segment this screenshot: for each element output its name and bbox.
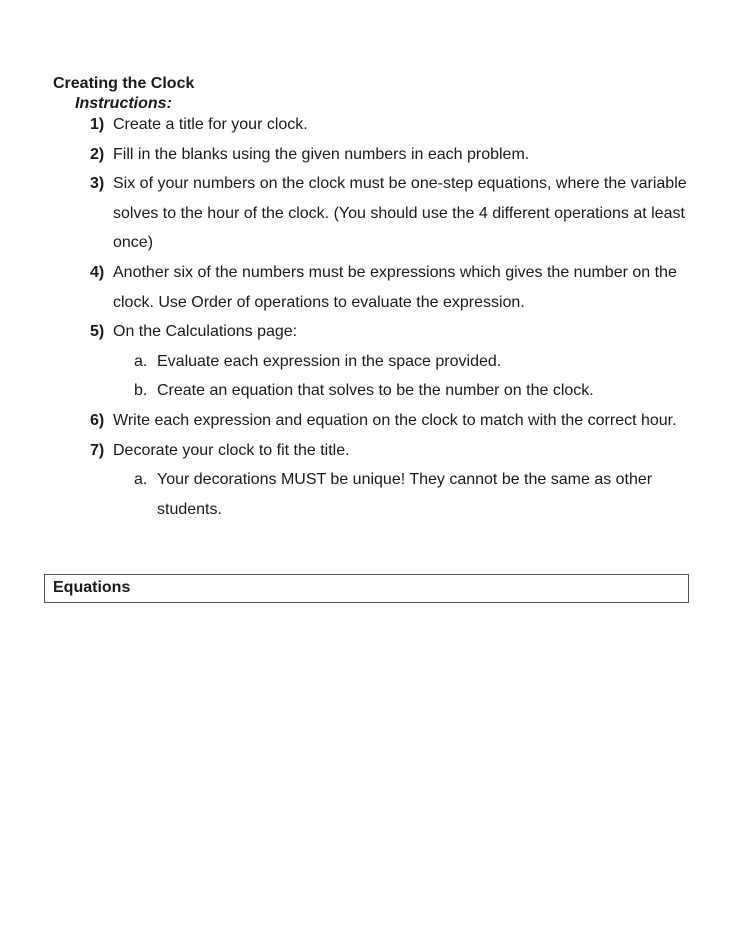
list-item bbox=[0, 436, 739, 466]
step-number: 1) bbox=[90, 116, 105, 133]
step-text: Fill in the blanks using the given numbers in each problem. bbox=[113, 145, 530, 163]
step-text: Write each expression and equation on the clock to match with the correct hour. bbox=[113, 411, 677, 429]
step-number: 2) bbox=[90, 145, 105, 163]
step-number: 7) bbox=[90, 441, 105, 459]
step-number: 4) bbox=[90, 263, 105, 281]
step-text: Decorate your clock to fit the title. bbox=[113, 441, 350, 459]
sub-list-item bbox=[0, 376, 739, 406]
page-title: Creating the Clock bbox=[53, 75, 195, 92]
step-text: On the Calculations page: bbox=[113, 323, 298, 341]
step-text: Create a title for your clock. bbox=[113, 116, 308, 133]
instructions-heading: Instructions: bbox=[75, 95, 172, 112]
sub-step-letter: a. bbox=[134, 471, 148, 489]
sub-step-text: Evaluate each expression in the space provided. bbox=[157, 352, 502, 370]
equations-label: Equations bbox=[53, 579, 131, 596]
step-number: 6) bbox=[90, 411, 105, 429]
step-number: 5) bbox=[90, 323, 105, 341]
sub-step-text: Create an equation that solves to be the number on the clock. bbox=[157, 382, 594, 400]
sub-step-text: Your decorations MUST be unique! They cannot be the same as other students. bbox=[157, 471, 653, 518]
sub-step-letter: b. bbox=[134, 382, 148, 400]
step-number: 3) bbox=[90, 175, 105, 193]
equations-box bbox=[44, 574, 689, 603]
step-text: Another six of the numbers must be expressions which gives the number on the clock. Use Order of operations to evaluate the expression. bbox=[113, 263, 677, 311]
list-item bbox=[0, 406, 739, 436]
sub-list-item bbox=[0, 347, 739, 377]
sub-list-item bbox=[0, 465, 739, 524]
sub-step-letter: a. bbox=[134, 352, 148, 370]
list-item bbox=[0, 110, 739, 140]
list-item bbox=[0, 140, 739, 170]
list-item bbox=[0, 169, 739, 258]
list-item bbox=[0, 317, 739, 347]
list-item bbox=[0, 258, 739, 317]
step-text: Six of your numbers on the clock must be one-step equations, where the variable solves to the hour of the clock. (You should use the 4 different operations at least once) bbox=[113, 175, 687, 252]
instructions-list bbox=[0, 110, 739, 524]
